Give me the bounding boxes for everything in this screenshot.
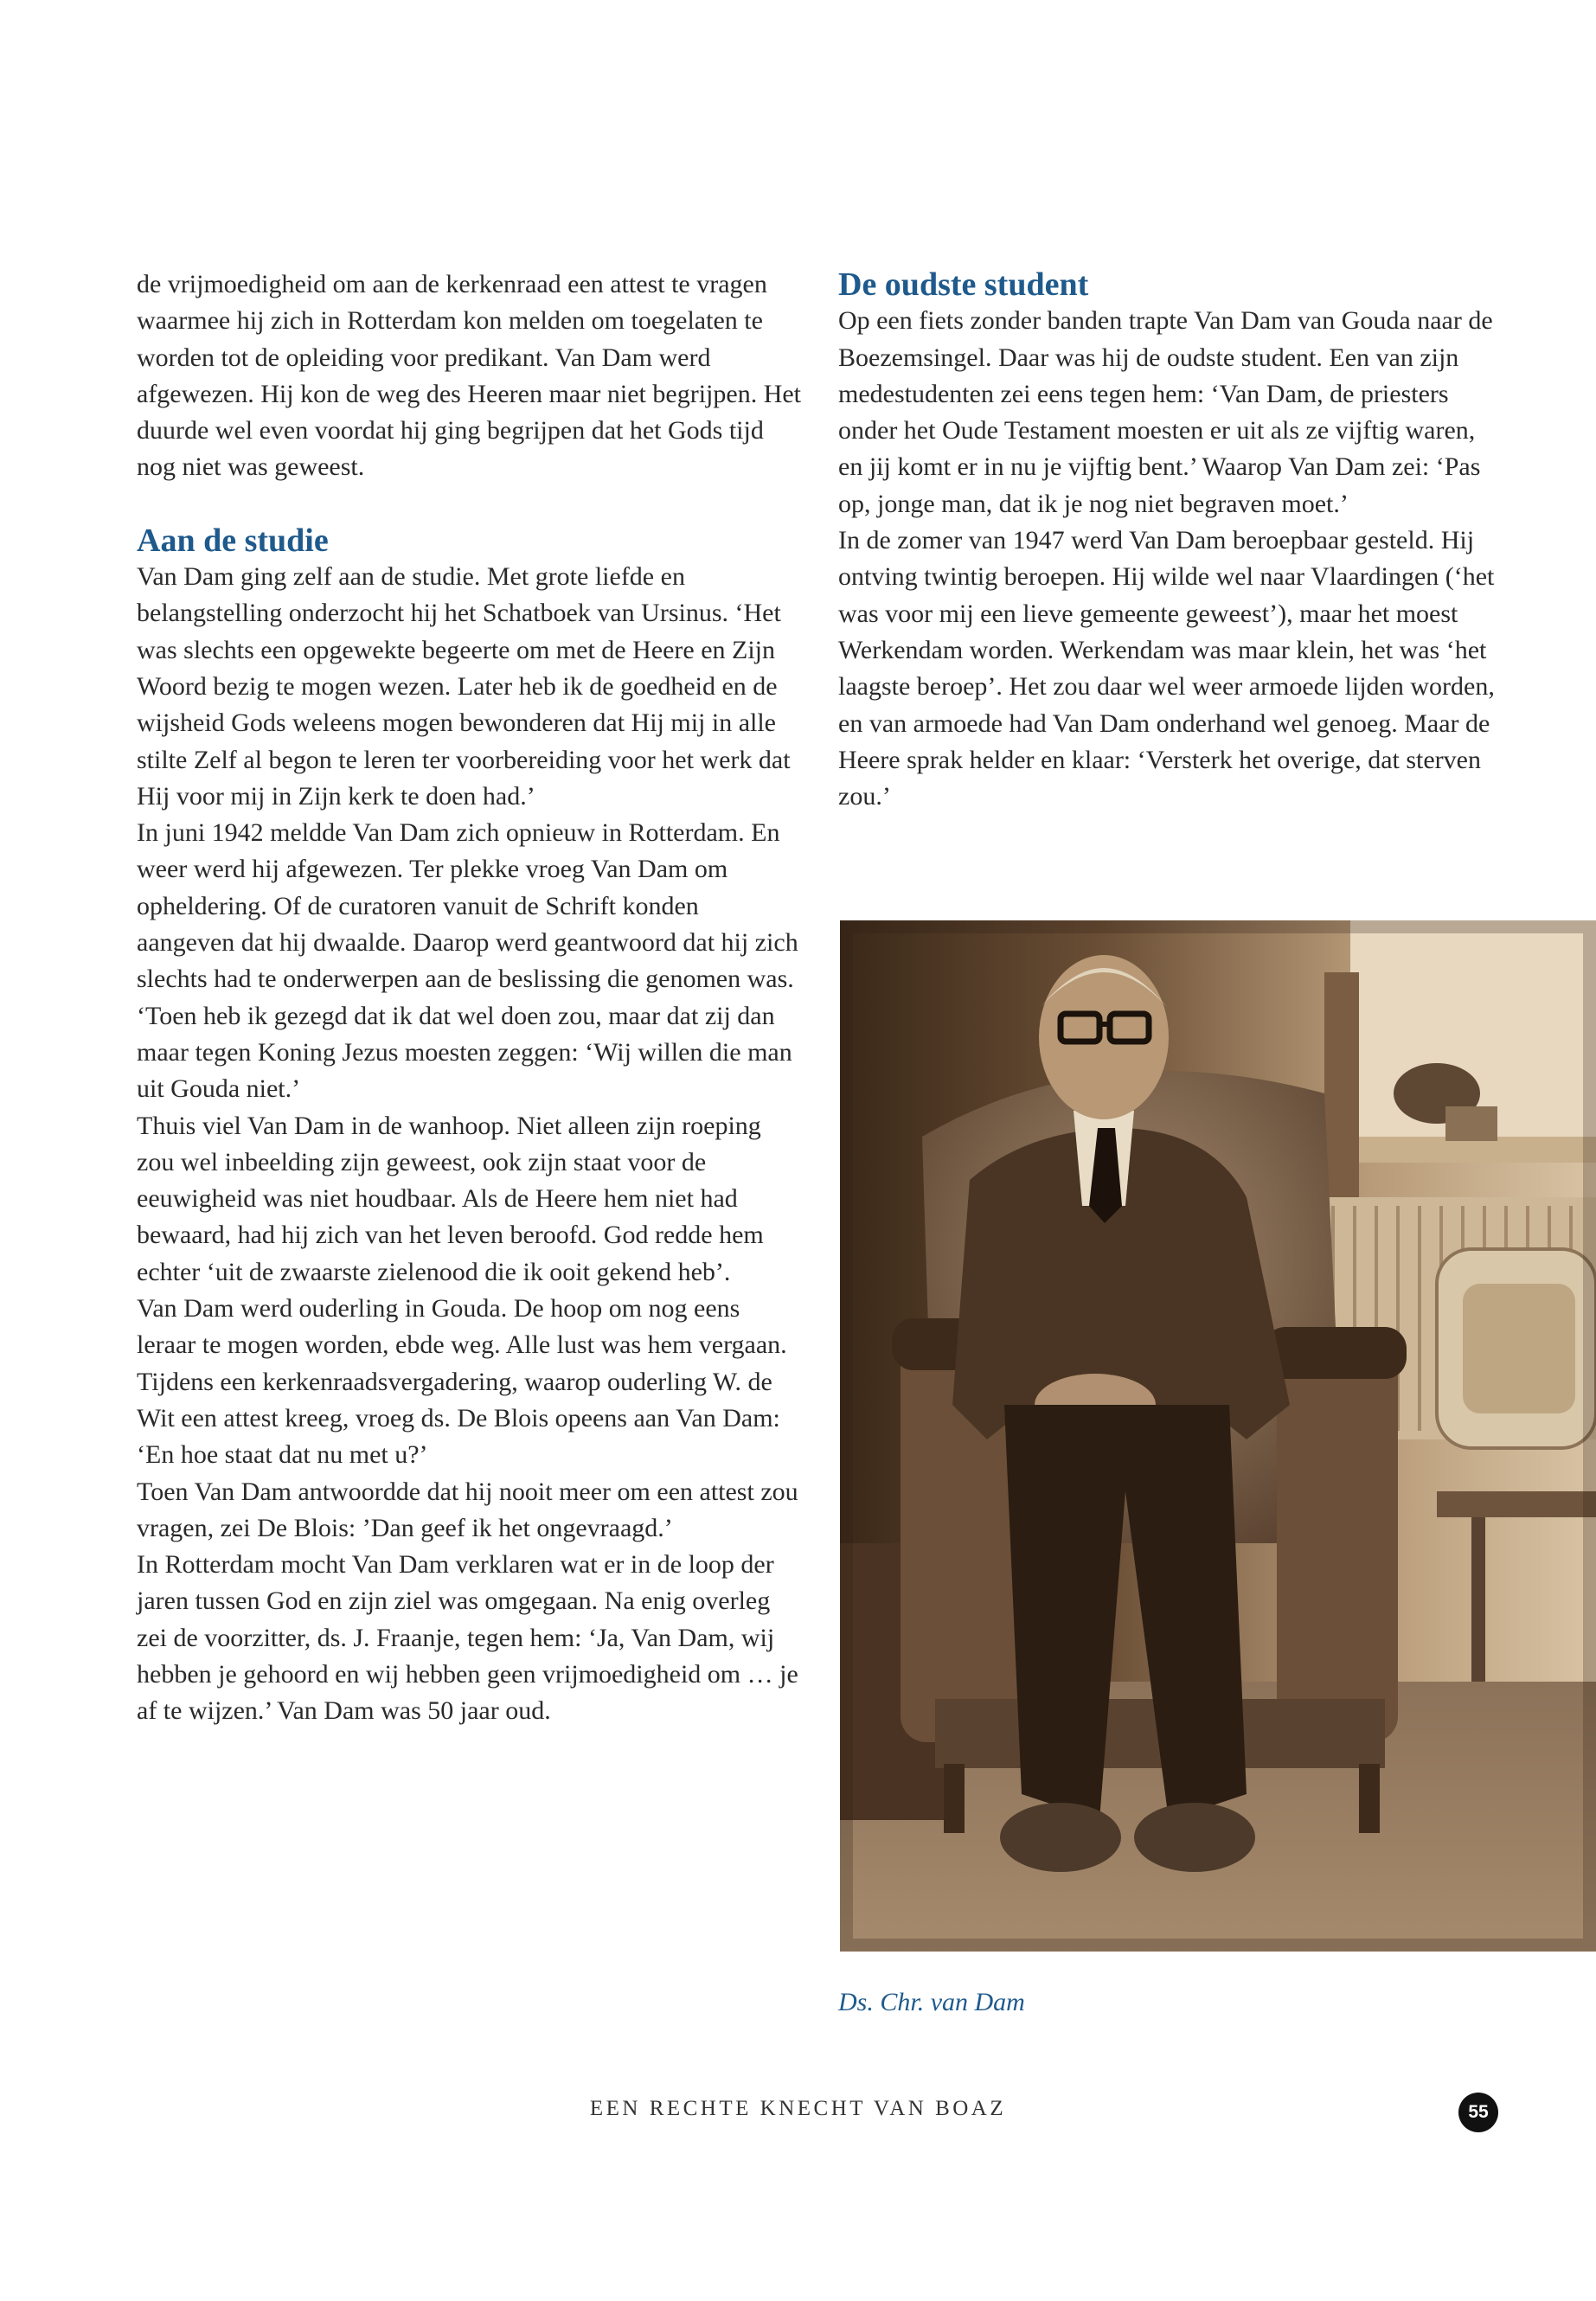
- right-column: [838, 266, 1505, 815]
- body-paragraph: In Rotterdam mocht Van Dam verklaren wat er in de loop der jaren tussen God en zijn ziel was omgegaan. Na enig overleg zei de voorzitter, ds. J. Fraanje, tegen hem: ‘Ja, Van Dam, wij hebben je gehoord en wij hebben geen vrijmoedigheid om … je af te wijzen.’ Van Dam was 50 jaar oud.: [137, 1550, 798, 1726]
- body-paragraph: Thuis viel Van Dam in de wanhoop. Niet alleen zijn roeping zou wel inbeelding zijn geweest, ook zijn staat voor de eeuwigheid was niet houdbaar. Als de Heere hem niet had bewaard, had hij zich van het leven beroofd. God redde hem echter ‘uit de zwaarste zielenood die ik ooit gekend heb’.: [137, 1111, 764, 1286]
- portrait-photo: [840, 920, 1596, 1952]
- body-paragraph: Van Dam werd ouderling in Gouda. De hoop om nog eens leraar te mogen worden, ebde weg. Alle lust was hem vergaan. Tijdens een kerkenraadsvergadering, waarop ouderling W. de Wit een attest kreeg, vroeg ds. De Blois opeens aan Van Dam: ‘En hoe staat dat nu met u?’: [137, 1294, 787, 1470]
- photo-caption: Ds. Chr. van Dam: [838, 1988, 1025, 2016]
- body-paragraph: Op een fiets zonder banden trapte Van Dam van Gouda naar de Boezemsingel. Daar was hij de oudste student. Een van zijn medestudenten zei eens tegen hem: ‘Van Dam, de priesters onder het Oude Testament moesten er uit als ze vijftig waren, en jij komt er in nu je vijftig bent.’ Waarop Van Dam zei: ‘Pas op, jonge man, dat ik je nog niet begraven moet.’: [838, 306, 1493, 518]
- left-column: [137, 266, 803, 1730]
- body-paragraph: Van Dam ging zelf aan de studie. Met grote liefde en belangstelling onderzocht hij het Schatboek van Ursinus. ‘Het was slechts een opgewekte begeerte om met de Heere en Zijn Woord bezig te mogen wezen. Later heb ik de goedheid en de wijsheid Gods weleens mogen bewonderen dat Hij mij in alle stilte Zelf al begon te leren ter voorbereiding voor het werk dat Hij voor mij in Zijn kerk te doen had.’: [137, 562, 791, 811]
- body-paragraph: In juni 1942 meldde Van Dam zich opnieuw in Rotterdam. En weer werd hij afgewezen. Ter plekke vroeg Van Dam om opheldering. Of de curatoren vanuit de Schrift konden aangeven dat hij dwaalde. Daarop werd geantwoord dat hij zich slechts had te onderwerpen aan de beslissing die genomen was. ‘Toen heb ik gezegd dat ik dat wel doen zou, maar dat zij dan maar tegen Koning Jezus moesten zeggen: ‘Wij willen die man uit Gouda niet.’: [137, 818, 798, 1104]
- section-heading-aan-de-studie: Aan de studie: [137, 522, 329, 559]
- running-footer-title: EEN RECHTE KNECHT VAN BOAZ: [589, 2097, 1007, 2120]
- body-paragraph: In de zomer van 1947 werd Van Dam beroepbaar gesteld. Hij ontving twintig beroepen. Hij wilde wel naar Vlaardingen (‘het was voor mij een lieve gemeente geweest’), maar het moest Werkendam worden. Werkendam was maar klein, het was ‘het laagste beroep’. Het zou daar wel weer armoede lijden worden, en van armoede had Van Dam onderhand wel genoeg. Maar de Heere sprak helder en klaar: ‘Versterk het overige, dat sterven zou.’: [838, 526, 1495, 811]
- body-paragraph: Toen Van Dam antwoordde dat hij nooit meer om een attest zou vragen, zei De Blois: ’Dan geef ik het ongevraagd.’: [137, 1477, 798, 1542]
- intro-paragraph: de vrijmoedigheid om aan de kerkenraad een attest te vragen waarmee hij zich in Rotterdam kon melden om toegelaten te worden tot de opleiding voor predikant. Van Dam werd afgewezen. Hij kon de weg des Heeren maar niet begrijpen. Het duurde wel even voordat hij ging begrijpen dat het Gods tijd nog niet was geweest.: [137, 270, 802, 482]
- page-number-badge: 55: [1458, 2093, 1498, 2132]
- section-heading-de-oudste-student: De oudste student: [838, 266, 1089, 303]
